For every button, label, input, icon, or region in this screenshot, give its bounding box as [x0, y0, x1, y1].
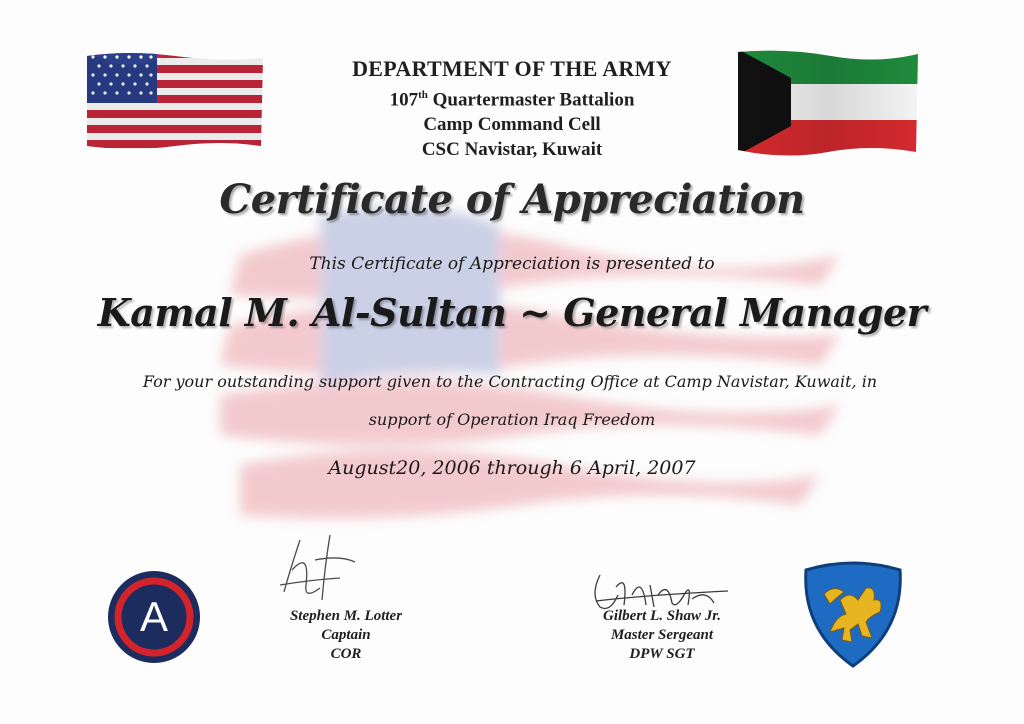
header-block [262, 55, 762, 162]
battalion-line: 107th Quartermaster Battalion [389, 89, 635, 111]
kuwait-flag-image [736, 48, 920, 156]
us-flag-image [85, 50, 265, 150]
reason-line-2: support of Operation Iraq Freedom [368, 410, 656, 429]
reason-line-1: For your outstanding support given to the Contracting Office at Camp Navistar, Kuwait, in [142, 372, 878, 391]
signatory-right-role: DPW SGT [629, 646, 695, 662]
signatory-left-name: Stephen M. Lotter [289, 608, 403, 624]
svg-text:A: A [139, 593, 169, 640]
signatory-right-name: Gilbert L. Shaw Jr. [603, 608, 721, 624]
signature-lotter [270, 530, 370, 610]
department-title: DEPARTMENT OF THE ARMY [352, 56, 672, 81]
signatory-right-rank: Master Sergeant [610, 627, 714, 643]
griffin-shield-patch-icon [800, 560, 906, 668]
signatory-left-role: COR [330, 646, 362, 662]
presented-to-line: This Certificate of Appreciation is presented to [309, 254, 715, 274]
signatory-left-rank: Captain [321, 627, 371, 643]
command-cell-line: Camp Command Cell [423, 114, 601, 136]
signatory-right [552, 607, 772, 664]
third-army-patch-icon [106, 569, 202, 665]
recipient-name: Kamal M. Al-Sultan ~ General Manager [97, 290, 927, 335]
location-line: CSC Navistar, Kuwait [421, 139, 603, 161]
date-range: August20, 2006 through 6 April, 2007 [328, 457, 696, 479]
signatory-left [236, 607, 456, 664]
certificate-title: Certificate of Appreciation [219, 176, 805, 223]
